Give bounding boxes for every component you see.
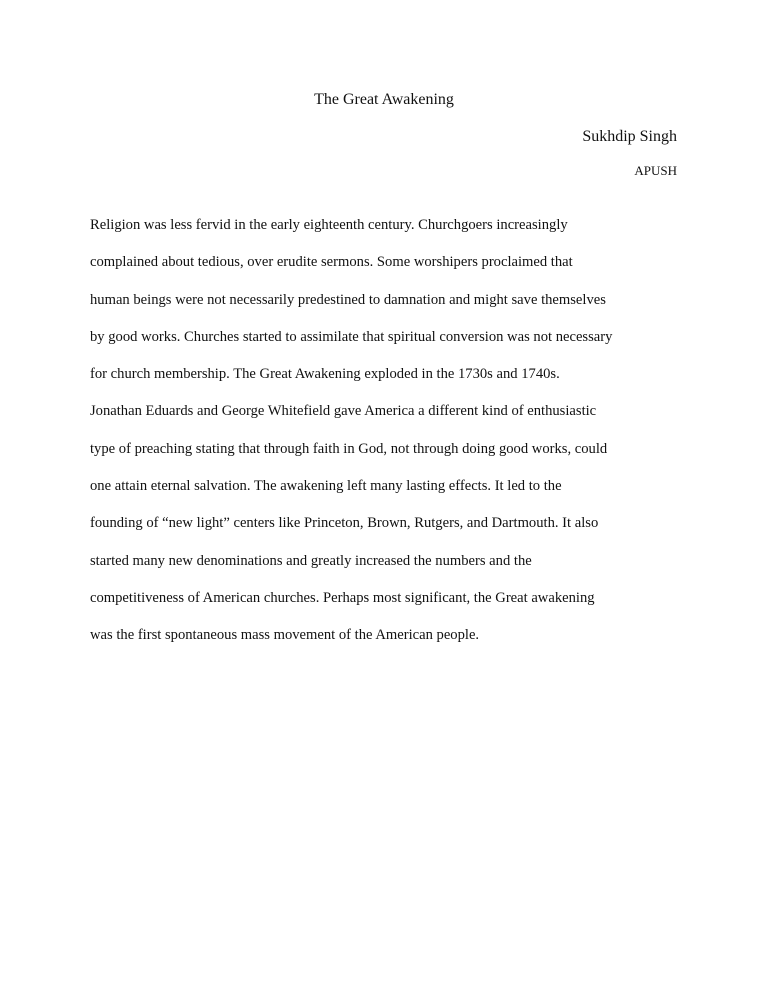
paragraph-line: complained about tedious, over erudite sermons. Some worshipers proclaimed that: [90, 254, 573, 271]
paragraph-line: Jonathan Eduards and George Whitefield gave America a different kind of enthusiastic: [90, 403, 597, 420]
paragraph-line: competitiveness of American churches. Perhaps most significant, the Great awakening: [90, 589, 595, 606]
paragraph-line: by good works. Churches started to assimilate that spiritual conversion was not necessary: [90, 328, 613, 345]
paragraph-line: human beings were not necessarily predestined to damnation and might save themselves: [90, 291, 606, 308]
paragraph-line: type of preaching stating that through faith in God, not through doing good works, could: [90, 440, 608, 457]
paragraph-line: started many new denominations and greatly increased the numbers and the: [90, 552, 532, 569]
paragraph-line: one attain eternal salvation. The awakening left many lasting effects. It led to the: [90, 478, 562, 495]
course-name: APUSH: [634, 163, 677, 178]
paragraph-line: was the first spontaneous mass movement of the American people.: [90, 627, 480, 644]
paragraph-line: Religion was less fervid in the early eighteenth century. Churchgoers increasingly: [90, 217, 568, 233]
author-name: Sukhdip Singh: [582, 128, 677, 145]
paragraph-line: founding of “new light” centers like Princeton, Brown, Rutgers, and Dartmouth. It also: [90, 515, 599, 532]
body-paragraph: [90, 207, 690, 655]
paragraph-line: for church membership. The Great Awakening exploded in the 1730s and 1740s.: [90, 366, 560, 383]
document-title: The Great Awakening: [314, 91, 454, 108]
